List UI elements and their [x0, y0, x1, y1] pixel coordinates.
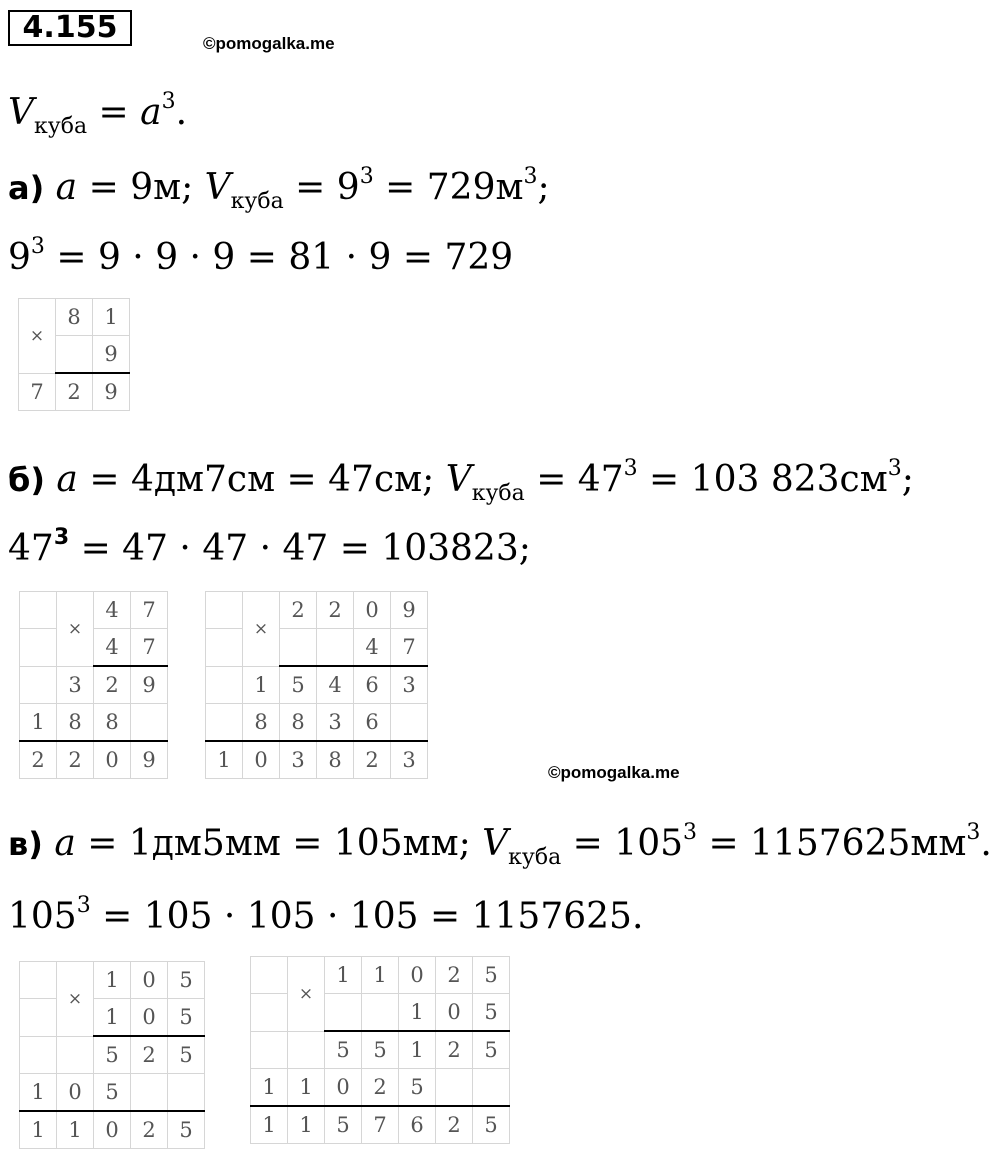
grid-cell: 9 — [93, 336, 130, 374]
grid-cell: 1 — [94, 962, 131, 999]
multiply-sign: × — [57, 592, 94, 667]
multiply-sign: × — [57, 962, 94, 1037]
grid-cell: 0 — [94, 1111, 131, 1149]
grid-cell: 2 — [280, 592, 317, 629]
grid-cell: 0 — [243, 741, 280, 779]
grid-cell: 0 — [94, 741, 131, 779]
grid-cell — [473, 1069, 510, 1107]
grid-cell: 1 — [57, 1111, 94, 1149]
grid-cell — [251, 957, 288, 994]
grid-cell: 2 — [354, 741, 391, 779]
grid-cell — [131, 704, 168, 742]
grid-cell: 0 — [57, 1074, 94, 1112]
grid-cell — [206, 666, 243, 704]
grid-cell: 2 — [20, 741, 57, 779]
grid-cell: 2 — [362, 1069, 399, 1107]
multiply-sign: × — [19, 299, 56, 374]
grid-cell: 0 — [131, 962, 168, 999]
grid-cell — [131, 1074, 168, 1112]
part-b-line2: $47^3 = 47 \cdot 47 \cdot 47 = 103823$; — [8, 525, 531, 569]
grid-cell — [280, 629, 317, 667]
grid-cell: 5 — [168, 962, 205, 999]
grid-cell: 5 — [94, 1036, 131, 1074]
multiply-sign: × — [243, 592, 280, 667]
cube-volume-formula: $V_{куба} = a^3$. — [8, 89, 188, 139]
grid-cell: 1 — [251, 1069, 288, 1107]
grid-cell: 1 — [251, 1106, 288, 1144]
part-v-label: в) — [8, 825, 43, 863]
grid-cell: 7 — [362, 1106, 399, 1144]
grid-cell: 2 — [436, 1106, 473, 1144]
grid-cell — [20, 962, 57, 999]
grid-cell: 5 — [325, 1031, 362, 1069]
grid-cell: 5 — [473, 994, 510, 1032]
part-b-multiplication-grid-1 — [19, 591, 168, 779]
grid-cell: 5 — [473, 957, 510, 994]
grid-cell: 5 — [473, 1031, 510, 1069]
grid-cell: 7 — [131, 629, 168, 667]
grid-cell: 1 — [20, 704, 57, 742]
grid-cell: 1 — [94, 999, 131, 1037]
grid-cell: 3 — [391, 741, 428, 779]
problem-number: 4.155 — [8, 10, 132, 46]
part-a-label: а) — [8, 169, 45, 207]
grid-cell: 5 — [399, 1069, 436, 1107]
grid-cell: 8 — [317, 741, 354, 779]
part-a-multiplication-grid — [18, 298, 130, 411]
grid-cell: 4 — [317, 666, 354, 704]
grid-cell: 7 — [19, 373, 56, 411]
grid-cell: 1 — [20, 1111, 57, 1149]
grid-cell: 6 — [354, 704, 391, 742]
grid-cell: 2 — [56, 373, 93, 411]
grid-cell — [168, 1074, 205, 1112]
watermark-top: ©pomogalka.me — [203, 34, 335, 53]
grid-cell — [317, 629, 354, 667]
grid-cell — [362, 994, 399, 1032]
grid-cell — [57, 1036, 94, 1074]
grid-cell: 2 — [131, 1111, 168, 1149]
part-b-multiplication-grid-2 — [205, 591, 428, 779]
grid-cell: 8 — [57, 704, 94, 742]
grid-cell: 2 — [57, 741, 94, 779]
grid-cell: 3 — [317, 704, 354, 742]
grid-cell: 3 — [391, 666, 428, 704]
grid-cell — [436, 1069, 473, 1107]
grid-cell: 9 — [93, 373, 130, 411]
grid-cell — [20, 999, 57, 1037]
grid-cell: 3 — [280, 741, 317, 779]
grid-cell: 8 — [243, 704, 280, 742]
grid-cell: 5 — [280, 666, 317, 704]
grid-cell — [20, 592, 57, 629]
grid-cell — [325, 994, 362, 1032]
part-a-line2: $9^3 = 9 \cdot 9 \cdot 9 = 81 \cdot 9 = 729$ — [8, 234, 514, 278]
grid-cell: 5 — [473, 1106, 510, 1144]
grid-cell: 7 — [131, 592, 168, 629]
grid-cell: 6 — [354, 666, 391, 704]
grid-cell — [288, 1031, 325, 1069]
grid-cell: 2 — [131, 1036, 168, 1074]
part-b-line1: б) a = 4дм7см = 47см; $V_{куба} = 47^3 = 103$ $823см^3$; — [8, 456, 914, 506]
grid-cell: 7 — [391, 629, 428, 667]
grid-cell: 5 — [168, 1111, 205, 1149]
grid-cell: 6 — [399, 1106, 436, 1144]
grid-cell: 0 — [325, 1069, 362, 1107]
grid-cell: 5 — [94, 1074, 131, 1112]
grid-cell: 9 — [131, 666, 168, 704]
grid-cell: 5 — [325, 1106, 362, 1144]
grid-cell: 5 — [362, 1031, 399, 1069]
grid-cell: 2 — [94, 666, 131, 704]
grid-cell: 9 — [131, 741, 168, 779]
grid-cell: 4 — [94, 629, 131, 667]
grid-cell: 1 — [362, 957, 399, 994]
grid-cell: 1 — [325, 957, 362, 994]
grid-cell: 5 — [168, 999, 205, 1037]
grid-cell: 1 — [288, 1069, 325, 1107]
grid-cell: 0 — [131, 999, 168, 1037]
part-b-label: б) — [8, 461, 45, 499]
grid-cell: 9 — [391, 592, 428, 629]
grid-cell: 2 — [317, 592, 354, 629]
grid-cell — [251, 1031, 288, 1069]
grid-cell: 5 — [168, 1036, 205, 1074]
grid-cell: 0 — [436, 994, 473, 1032]
grid-cell: 8 — [280, 704, 317, 742]
grid-cell: 2 — [436, 957, 473, 994]
grid-cell — [206, 592, 243, 629]
part-v-multiplication-grid-1 — [19, 961, 205, 1149]
grid-cell — [206, 629, 243, 667]
grid-cell: 4 — [94, 592, 131, 629]
grid-cell: 2 — [436, 1031, 473, 1069]
grid-cell — [391, 704, 428, 742]
part-v-multiplication-grid-2 — [250, 956, 510, 1144]
watermark-middle: ©pomogalka.me — [548, 763, 680, 782]
part-v-line2: $105^3 = 105 \cdot 105 \cdot 105 = 1157625$. — [8, 893, 644, 937]
grid-cell: 1 — [93, 299, 130, 336]
part-a-line1: а) a = 9м; $V_{куба} = 9^3 = 729м^3$; — [8, 164, 550, 214]
grid-cell — [20, 666, 57, 704]
grid-cell: 1 — [399, 994, 436, 1032]
grid-cell: 3 — [57, 666, 94, 704]
grid-cell: 1 — [399, 1031, 436, 1069]
grid-cell: 1 — [20, 1074, 57, 1112]
grid-cell — [56, 336, 93, 374]
grid-cell: 4 — [354, 629, 391, 667]
grid-cell: 8 — [56, 299, 93, 336]
grid-cell: 0 — [354, 592, 391, 629]
grid-cell — [20, 1036, 57, 1074]
grid-cell — [20, 629, 57, 667]
grid-cell: 8 — [94, 704, 131, 742]
grid-cell: 1 — [288, 1106, 325, 1144]
grid-cell: 1 — [243, 666, 280, 704]
grid-cell — [206, 704, 243, 742]
grid-cell: 0 — [399, 957, 436, 994]
grid-cell — [251, 994, 288, 1032]
multiply-sign: × — [288, 957, 325, 1032]
part-v-line1: в) a = 1дм5мм = 105мм; $V_{куба} = 105^3 = 1157625мм^3$. — [8, 820, 992, 870]
grid-cell: 1 — [206, 741, 243, 779]
